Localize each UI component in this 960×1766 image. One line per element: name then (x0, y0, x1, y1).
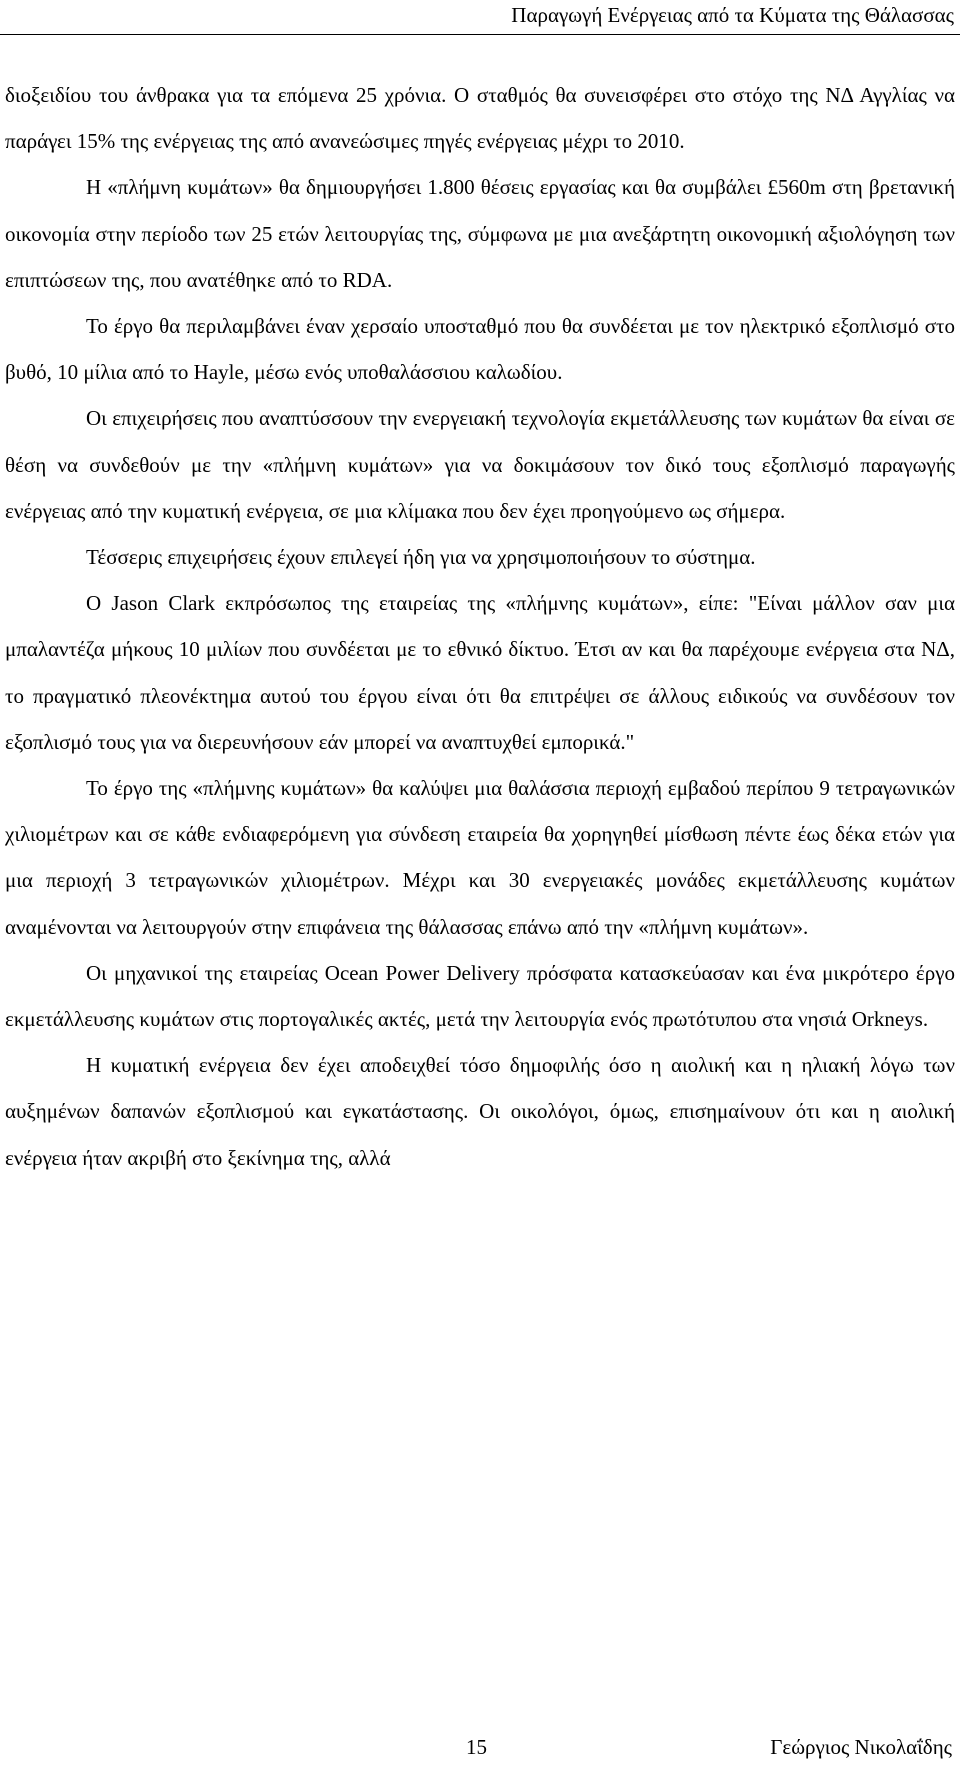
paragraph: Οι μηχανικοί της εταιρείας Ocean Power Delivery πρόσφατα κατασκεύασαν και ένα μικρότερο έργο εκμετάλλευσης κυμάτων στις πορτογαλικές ακτές, μετά την λειτουργία ενός πρωτότυπου στα νησιά Orkneys. (5, 960, 955, 1032)
paragraph-continued: διοξειδίου του άνθρακα για τα επόμενα 25 χρόνια. Ο σταθμός θα συνεισφέρει στο στόχο της ΝΔ Αγγλίας να παράγει 15% της ενέργειας της από ανανεώσιμες πηγές ενέργειας μέχρι το 2010. (5, 83, 955, 154)
paragraph: Ο Jason Clark εκπρόσωπος της εταιρείας της «πλήμνης κυμάτων», είπε: "Είναι μάλλον σαν μια μπαλαντέζα μήκους 10 μιλίων που συνδέεται με το εθνικό δίκτυο. Έτσι αν και θα παρέχουμε ενέργεια στα ΝΔ, το πραγματικό πλεονέκτημα αυτού του έργου είναι ότι θα επιτρέψει σε άλλους ειδικούς να συνδέσουν τον εξοπλισμό τους για να διερευνήσουν εάν μπορεί να αναπτυχθεί εμπορικά." (5, 591, 955, 754)
paragraph: Η κυματική ενέργεια δεν έχει αποδειχθεί τόσο δημοφιλής όσο η αιολική και η ηλιακή λόγω των αυξημένων δαπανών εξοπλισμού και εγκατάστασης. Οι οικολόγοι, όμως, επισημαίνουν ότι και η αιολική ενέργεια ήταν ακριβή στο ξεκίνημα της, αλλά (5, 1053, 955, 1170)
header-divider (0, 34, 960, 35)
body-text (5, 72, 955, 1181)
footer-author: Γεώργιος Νικολαΐδης (770, 1735, 952, 1759)
page-number: 15 (466, 1735, 487, 1759)
paragraph: Η «πλήμνη κυμάτων» θα δημιουργήσει 1.800 θέσεις εργασίας και θα συμβάλει £560m στη βρετανική οικονομία στην περίοδο των 25 ετών λειτουργίας της, σύμφωνα με μια ανεξάρτητη οικονομική αξιολόγηση των επιπτώσεων της, που ανατέθηκε από το RDA. (5, 175, 955, 292)
paragraph: Οι επιχειρήσεις που αναπτύσσουν την ενεργειακή τεχνολογία εκμετάλλευσης των κυμάτων θα είναι σε θέση να συνδεθούν με την «πλήμνη κυμάτων» για να δοκιμάσουν τον δικό τους εξοπλισμό παραγωγής ενέργειας από την κυματική ενέργεια, σε μια κλίμακα που δεν έχει προηγούμενο ως σήμερα. (5, 406, 955, 523)
running-header: Παραγωγή Ενέργειας από τα Κύματα της Θάλασσας (511, 3, 954, 27)
paragraph: Τέσσερις επιχειρήσεις έχουν επιλεγεί ήδη για να χρησιμοποιήσουν το σύστημα. (86, 545, 756, 570)
paragraph: Το έργο της «πλήμνης κυμάτων» θα καλύψει μια θαλάσσια περιοχή εμβαδού περίπου 9 τετραγωνικών χιλιομέτρων και σε κάθε ενδιαφερόμενη για σύνδεση εταιρεία θα χορηγηθεί μίσθωση πέντε έως δέκα ετών για μια περιοχή 3 τετραγωνικών χιλιομέτρων. Μέχρι και 30 ενεργειακές μονάδες εκμετάλλευσης κυμάτων αναμένονται να λειτουργούν στην επιφάνεια της θάλασσας επάνω από την «πλήμνη κυμάτων». (5, 776, 955, 939)
paragraph: Το έργο θα περιλαμβάνει έναν χερσαίο υποσταθμό που θα συνδέεται με τον ηλεκτρικό εξοπλισμό στο βυθό, 10 μίλια από το Hayle, μέσω ενός υποθαλάσσιου καλωδίου. (5, 314, 955, 385)
